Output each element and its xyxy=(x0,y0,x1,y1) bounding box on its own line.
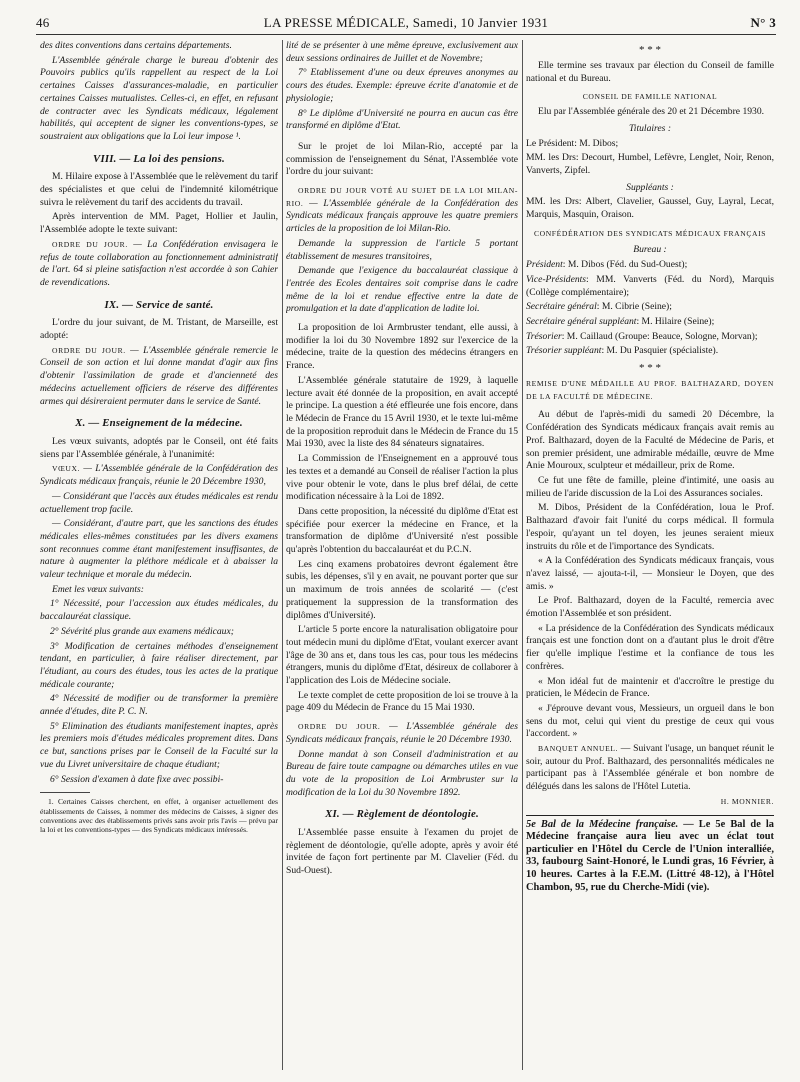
paragraph: « La présidence de la Confédération des Syndicats médicaux français est une fonction dont on a d'autant plus le droit d'être fier qu'elle implique l'estime et la confiance de tous les confrères. xyxy=(526,622,774,672)
column-1 xyxy=(40,40,278,1074)
paragraph: 8° Le diplôme d'Université ne pourra en aucun cas être transformé en diplôme d'Etat. xyxy=(286,107,518,132)
subsection-title: Bureau : xyxy=(633,244,667,256)
paragraph: MM. les Drs: Decourt, Humbel, Lefèvre, Lenglet, Noir, Renon, Vanverts, Zipfel. xyxy=(526,152,774,176)
paragraph: 7° Etablissement d'une ou deux épreuves anonymes au cours des études. Exemple: épreuve écrite d'anatomie et de physiologie; xyxy=(286,67,518,104)
paragraph: Les cinq examens probatoires devront également être subis, les dépenses, s'il y en avait, ne pouvant porter que sur un maximum de trois années de scolarité — (c'est pratiquement la suppression de la transformation des diplômes d'Université). xyxy=(286,558,518,621)
paragraph: L'Assemblée générale statutaire de 1929, à laquelle lecture avait été donnée de la proposition, en avait accepté le principe. La question a été effleurée une fois encore, dans le Médecin de France du 15 Avril 1930, et le texte lui-même de la proposition reproduit dans le Médecin de France du 15 Mai 1930, avec la liste des 84 sénateurs signataires. xyxy=(286,374,518,450)
paragraph: Au début de l'après-midi du samedi 20 Décembre, la Confédération des Syndicats médicaux français avait remis au Prof. Balthazard, doyen de la Faculté de Médecine de Paris, et son premier président, une admirable médaille, œuvre de Mme Anie Mouroux, sculpteur et médailleur, prix de Rome. xyxy=(526,409,774,472)
role-label: Président xyxy=(526,259,563,271)
column-2 xyxy=(286,40,518,1074)
lead-label: VŒUX. xyxy=(52,464,81,474)
paragraph: Les vœux suivants, adoptés par le Conseil, ont été faits siens par l'Assemblée générale, à l'unanimité: xyxy=(40,435,278,460)
paragraph: Emet les vœux suivants: xyxy=(52,583,144,595)
subsection-title: CONFÉDÉRATION DES SYNDICATS MÉDICAUX FRANÇAIS xyxy=(533,228,767,238)
role-holder: : M. Du Pasquier (spécialiste). xyxy=(601,345,719,357)
column-divider xyxy=(282,40,283,1070)
role-label: Trésorier suppléant xyxy=(526,345,602,357)
paragraph: Sur le projet de loi Milan-Rio, accepté par la commission de l'enseignement du Sénat, l'Assemblée vote l'ordre du jour suivant: xyxy=(286,140,518,178)
section-title: X. — Enseignement de la médecine. xyxy=(75,417,243,430)
lead-label: ORDRE DU JOUR. xyxy=(52,239,128,249)
paragraph: Le Président: M. Dibos; xyxy=(526,137,619,149)
paragraph: « A la Confédération des Syndicats médicaux français, vous n'avez laissé, — ajouta-t-il, — Monsieur le Doyen, que des amis. » xyxy=(526,555,774,592)
paragraph: M. Hilaire expose à l'Assemblée que le relèvement du tarif des spécialistes et que celui de l'indemnité kilométrique suivra le relèvement du tarif des accidents du travail. xyxy=(40,171,278,208)
paragraph: Dans cette proposition, la nécessité du diplôme d'Etat est spécifiée pour exercer la médecine en France, et la transformation de diplôme d'Université n'est possible qu'après l'obtention du baccalauréat et du P.C.N. xyxy=(286,505,518,556)
announcement xyxy=(526,815,774,895)
ordre-du-jour xyxy=(286,185,518,236)
paragraph: MM. les Drs: Albert, Clavelier, Gaussel, Guy, Layral, Lecat, Marquis, Masquin, Oraison. xyxy=(526,196,774,221)
list-item: 3° Modification de certaines méthodes d'enseignement tendant, en particulier, à faire réaliser directement, par l'étudiant, au cours des études, tous les actes de la pratique médicale courante; xyxy=(40,640,278,690)
column-3 xyxy=(526,40,774,1074)
role-holder: : M. Cibrie (Seine); xyxy=(596,301,672,313)
role-holder: : MM. Vanverts (Féd. du Nord), Marquis (Collège complémentaire); xyxy=(526,273,774,298)
paragraph: L'article 5 porte encore la naturalisation obligatoire pour tout médecin muni du diplôme d'Etat, voulant exercer avant l'âge de 30 ans et, dans tous les cas, pour tous les médecins étrangers, munis du diplôme d'Etat, désireux de collaborer à l'application des Lois de Médecine sociale. xyxy=(286,624,518,687)
journal-title: LA PRESSE MÉDICALE, Samedi, 10 Janvier 1931 xyxy=(263,15,549,30)
bureau-item xyxy=(526,316,774,329)
section-title: XI. — Règlement de déontologie. xyxy=(325,808,479,821)
paragraph xyxy=(526,743,774,794)
motion-text: — L'Assemblée générale remercie le Conseil de son action et lui donne mandat d'agir aux fins d'obtenir l'assimilation de grade et d'ancienneté des médecins actuellement officiers de réserve des différentes armes qui désireraient permuter dans le service de Santé. xyxy=(40,344,278,407)
asterism: * * * xyxy=(639,44,661,56)
paragraph: lité de se présenter à une même épreuve, exclusivement aux deux sessions ordinaires de Juillet et de Novembre; xyxy=(286,40,518,64)
role-label: Secrétaire général suppléant xyxy=(526,315,637,327)
bureau-item xyxy=(526,345,774,358)
section-title: VIII. — La loi des pensions. xyxy=(93,152,225,165)
paragraph: La proposition de loi Armbruster tendant, elle aussi, à modifier la loi du 30 Novembre 1892 sur l'exercice de la médecine, traite de la question des médecins étrangers en France. xyxy=(286,322,518,372)
column-divider xyxy=(522,40,523,1070)
list-item: 4° Nécessité de modifier ou de transformer la première année d'études, dite P. C. N. xyxy=(40,693,278,718)
paragraph: L'Assemblée passe ensuite à l'examen du projet de règlement de déontologie, qu'elle adopte, après y avoir été invitée de façon fort pertinente par M. Clavelier (Féd. du Sud-Ouest). xyxy=(286,827,518,877)
paragraph: « Mon idéal fut de maintenir et d'accroître le prestige du praticien, le Médecin de France. xyxy=(526,675,774,700)
motion-text: — L'Assemblée générale de la Confédération des Syndicats médicaux français, réunie le 20 Décembre 1930, xyxy=(40,463,278,488)
paragraph-text: — Suivant l'usage, un banquet réunit le soir, autour du Prof. Balthazard, des personnalités médicales ne participant pas à l'Assemblée générale et bon nombre de délégués dans les salons de l'Hôtel Lutetia. xyxy=(526,743,774,793)
page-header xyxy=(36,15,776,33)
role-holder: : M. Dibos (Féd. du Sud-Ouest); xyxy=(562,259,688,271)
announcement-text: — Le 5e Bal de la Médecine française aura lieu avec un éclat tout particulier en l'Hôtel du Cercle de l'Union interalliée, 33, faubourg Saint-Honoré, le Lundi gras, 16 Février, à 10 heures. Cartes à la F.E.M. (Littré 48-12), à l'Hôtel Chambon, 95, rue du Cherche-Midi (vie). xyxy=(526,818,774,893)
bureau-item xyxy=(526,259,774,272)
header-rule xyxy=(36,34,776,35)
lead-label: ORDRE DU JOUR VOTÉ AU SUJET DE LA LOI MILAN-RIO. xyxy=(286,186,518,208)
lead-label: ORDRE DU JOUR. xyxy=(298,722,381,732)
ordre-du-jour xyxy=(286,721,518,746)
paragraph: — Considérant, d'autre part, que les sanctions des études médicales elles-mêmes constituées par les divers examens sont reconnues comme étant manifestement insuffisantes, de nature à augmenter la pléthore médicale et à abaisser la valeur technique et morale du médecin. xyxy=(40,518,278,581)
bureau-item xyxy=(526,331,774,344)
motion-text: — La Confédération envisagera le refus de toute collaboration au fonctionnement administratif de l'art. 64 si pleine satisfaction n'est accordée à son Cahier de revendications. xyxy=(40,238,278,288)
lead-label: BANQUET ANNUEL. xyxy=(538,744,619,754)
asterism: * * * xyxy=(639,362,661,375)
paragraph: Ce fut une fête de famille, pleine d'intimité, une oasis au milieu de l'aride discussion de la Loi des Assurances sociales. xyxy=(526,474,774,499)
role-label: Trésorier xyxy=(526,330,562,342)
role-label: Secrétaire général xyxy=(526,301,597,313)
paragraph: L'Assemblée générale charge le bureau d'obtenir des Pouvoirs publics qu'ils rappellent au respect de la Loi certaines Caisses d'assurances-maladie, en particulier certaines Caisses mutualistes. Celles-ci, en effet, en refusant de contracter avec les Syndicats médicaux, légalement habilités, qui acceptent de signer les conventions-types, se soustraient aux obligations que la Loi leur impose ¹. xyxy=(40,54,278,142)
subsection-title: REMISE D'UNE MÉDAILLE AU PROF. BALTHAZARD, DOYEN DE LA FACULTÉ DE MÉDECINE. xyxy=(526,379,774,401)
paragraph: Elu par l'Assemblée générale des 20 et 21 Décembre 1930. xyxy=(538,106,765,118)
role-label: Vice-Présidents xyxy=(526,273,587,285)
ordre-du-jour xyxy=(40,239,278,290)
subsection-title: CONSEIL DE FAMILLE NATIONAL xyxy=(582,92,718,102)
subsection-title: Suppléants : xyxy=(626,181,674,193)
paragraph: La Commission de l'Enseignement en a approuvé tous les textes et a demandé au Conseil de réaliser l'action la plus vive pour obtenir le vote, dans le plus bref délai, de cette modification nécessaire à la Loi de 1892. xyxy=(286,453,518,503)
bureau-item xyxy=(526,301,774,314)
paragraph: Le texte complet de cette proposition de loi se trouve à la page 409 du Médecin de France du 15 Mai 1930. xyxy=(286,689,518,714)
paragraph: des dites conventions dans certains départements. xyxy=(40,40,232,51)
list-item: 1° Nécessité, pour l'accession aux études médicales, du baccalauréat classique. xyxy=(40,598,278,623)
voeux xyxy=(40,463,278,488)
page-number: 46 xyxy=(36,15,50,30)
lead-label: ORDRE DU JOUR. xyxy=(52,345,126,355)
footnote: 1. Certaines Caisses cherchent, en effet, à organiser actuellement des établissements de Caisses, à nommer des médecins de Caisses, à signer des conventions avec des établissements privés sans avoir pris l'avis — prévu par la loi et les conventions-types — des Syndicats médicaux intéressés. xyxy=(40,797,278,835)
paragraph: Le Prof. Balthazard, doyen de la Faculté, remercia avec émotion l'Assemblée et son président. xyxy=(526,595,774,620)
bureau-item xyxy=(526,274,774,299)
list-item: 5° Elimination des étudiants manifestement inaptes, après les premiers mois d'études médicales proprement dites. Dans ce but, sanctions prises par le Conseil de la Faculté sur la vue du Livret universitaire de chaque étudiant; xyxy=(40,720,278,770)
issue-number: N° 3 xyxy=(750,15,776,30)
ordre-du-jour xyxy=(40,345,278,409)
signature: H. MONNIER. xyxy=(720,796,774,806)
paragraph: — Considérant que l'accès aux études médicales est rendu actuellement trop facile. xyxy=(40,490,278,515)
paragraph: Elle termine ses travaux par élection du Conseil de famille national et du Bureau. xyxy=(526,60,774,84)
motion-text: — L'Assemblée générale de la Confédération des Syndicats médicaux français approuve les quatre premiers articles de la proposition de loi Milan-Rio. xyxy=(286,197,518,235)
paragraph: Demande que l'exigence du baccalauréat classique à l'entrée des Ecoles dentaires soit comprise dans le cadre même de la loi et rendue effective entre la date de promulgation et la date d'application de ladite loi. xyxy=(286,265,518,315)
paragraph: L'ordre du jour suivant, de M. Tristant, de Marseille, est adopté: xyxy=(40,317,278,342)
list-item: 6° Session d'examen à date fixe avec possibi- xyxy=(50,773,224,785)
role-holder: : M. Caillaud (Groupe: Beauce, Sologne, Morvan); xyxy=(561,330,758,342)
footnote-rule xyxy=(40,792,90,793)
paragraph: M. Dibos, Président de la Confédération, loua le Prof. Balthazard d'avoir fait l'unité du corps médical. Il formula l'espoir, qu'ayant un tel doyen, les jeunes seraient mieux instruits du rôle et de l'importance des Syndicats. xyxy=(526,502,774,552)
motion-text: — L'Assemblée générale des Syndicats médicaux français, réunie le 20 Décembre 1930. xyxy=(286,721,518,745)
paragraph: Après intervention de MM. Paget, Hollier et Jaulin, l'Assemblée adopte le texte suivant: xyxy=(40,211,278,236)
paragraph: Demande la suppression de l'article 5 portant établissement de mesures transitoires, xyxy=(286,237,518,262)
announcement-title: 5e Bal de la Médecine française. xyxy=(526,818,679,830)
list-item: 2° Sévérité plus grande aux examens médicaux; xyxy=(50,625,234,637)
paragraph: Donne mandat à son Conseil d'administration et au Bureau de faire toute campagne ou démarches utiles en vue du vote de la proposition de Loi Armbruster sur la modification de la Loi du 30 Novembre 1892. xyxy=(286,748,518,798)
paragraph: « J'éprouve devant vous, Messieurs, un orgueil dans le bon sens du mot, celui qui vient du prestige de ceux qui vous l'accordent. » xyxy=(526,702,774,740)
subsection-title: Titulaires : xyxy=(628,122,672,134)
role-holder: : M. Hilaire (Seine); xyxy=(636,315,715,327)
section-title: IX. — Service de santé. xyxy=(104,298,214,311)
